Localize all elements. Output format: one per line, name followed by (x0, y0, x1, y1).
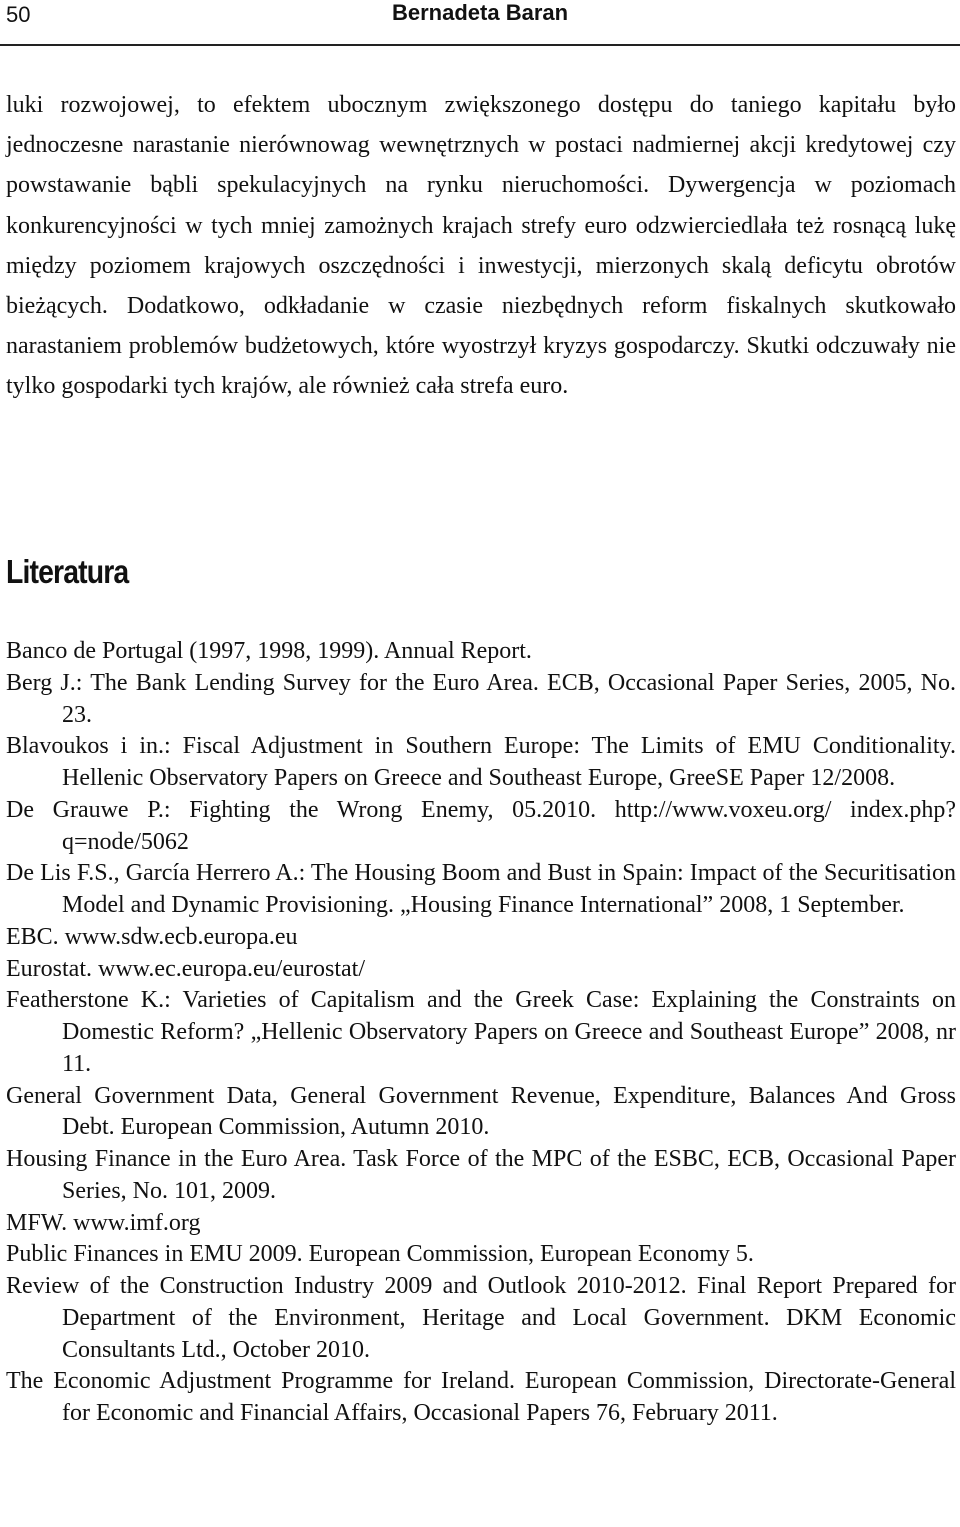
reference-item: MFW. www.imf.org (6, 1209, 201, 1236)
reference-item: General Government Data, General Government Revenue, Expenditure, Balances And Gross Debt. European Commission, Autumn 2010. (6, 1082, 956, 1141)
body-paragraph: luki rozwojowej, to efektem ubocznym zwiększonego dostępu do taniego kapitału było jednoczesne narastanie nierównowag wewnętrznych w postaci nadmiernej akcji kredytowej czy powstawanie bąbli spekulacyjnych na rynku nieruchomości. Dywergencja w poziomach konkurencyjności w tych mniej zamożnych krajach strefy euro odzwierciedlała też rosnącą lukę między poziomem krajowych oszczędności i inwestycji, mierzonych skalą deficytu obrotów bieżących. Dodatkowo, odkładanie w czasie niezbędnych reform fiskalnych skutkowało narastaniem problemów budżetowych, które wyostrzył kryzys gospodarczy. Skutki odczuwały nie tylko gospodarki tych krajów, ale również cała strefa euro. (6, 92, 956, 400)
reference-item: Banco de Portugal (1997, 1998, 1999). Annual Report. (6, 638, 532, 664)
reference-item: Blavoukos i in.: Fiscal Adjustment in Southern Europe: The Limits of EMU Conditionality. Hellenic Observatory Papers on Greece and Southeast Europe, GreeSE Paper 12/2008. (6, 733, 956, 791)
reference-item: Eurostat. www.ec.europa.eu/eurostat/ (6, 955, 365, 982)
reference-item: De Grauwe P.: Fighting the Wrong Enemy, 05.2010. http://www.voxeu.org/ index.php?q=node/5062 (6, 796, 956, 855)
page-header (0, 0, 960, 46)
reference-list (6, 636, 956, 1430)
reference-item: Featherstone K.: Varieties of Capitalism and the Greek Case: Explaining the Constraints on Domestic Reform? „Hellenic Observatory Papers on Greece and Southeast Europe” 2008, nr 11. (6, 987, 956, 1077)
running-head-author: Bernadeta Baran (392, 0, 569, 25)
reference-item: The Economic Adjustment Programme for Ireland. European Commission, Directorate-General for Economic and Financial Affairs, Occasional Papers 76, February 2011. (6, 1368, 956, 1426)
reference-item: Review of the Construction Industry 2009 and Outlook 2010-2012. Final Report Prepared for Department of the Environment, Heritage and Local Government. DKM Economic Consultants Ltd., October 2010. (6, 1273, 956, 1363)
reference-item: Housing Finance in the Euro Area. Task Force of the MPC of the ESBC, ECB, Occasional Paper Series, No. 101, 2009. (6, 1146, 956, 1204)
reference-item: De Lis F.S., García Herrero A.: The Housing Boom and Bust in Spain: Impact of the Securitisation Model and Dynamic Provisioning. „Housing Finance International” 2008, 1 September. (6, 860, 956, 918)
reference-item: Berg J.: The Bank Lending Survey for the Euro Area. ECB, Occasional Paper Series, 2005, No. 23. (6, 669, 956, 728)
page-number: 50 (6, 2, 31, 27)
reference-item: Public Finances in EMU 2009. European Commission, European Economy 5. (6, 1241, 754, 1268)
reference-item: EBC. www.sdw.ecb.europa.eu (6, 923, 298, 950)
section-heading-literatura: Literatura (6, 553, 129, 590)
